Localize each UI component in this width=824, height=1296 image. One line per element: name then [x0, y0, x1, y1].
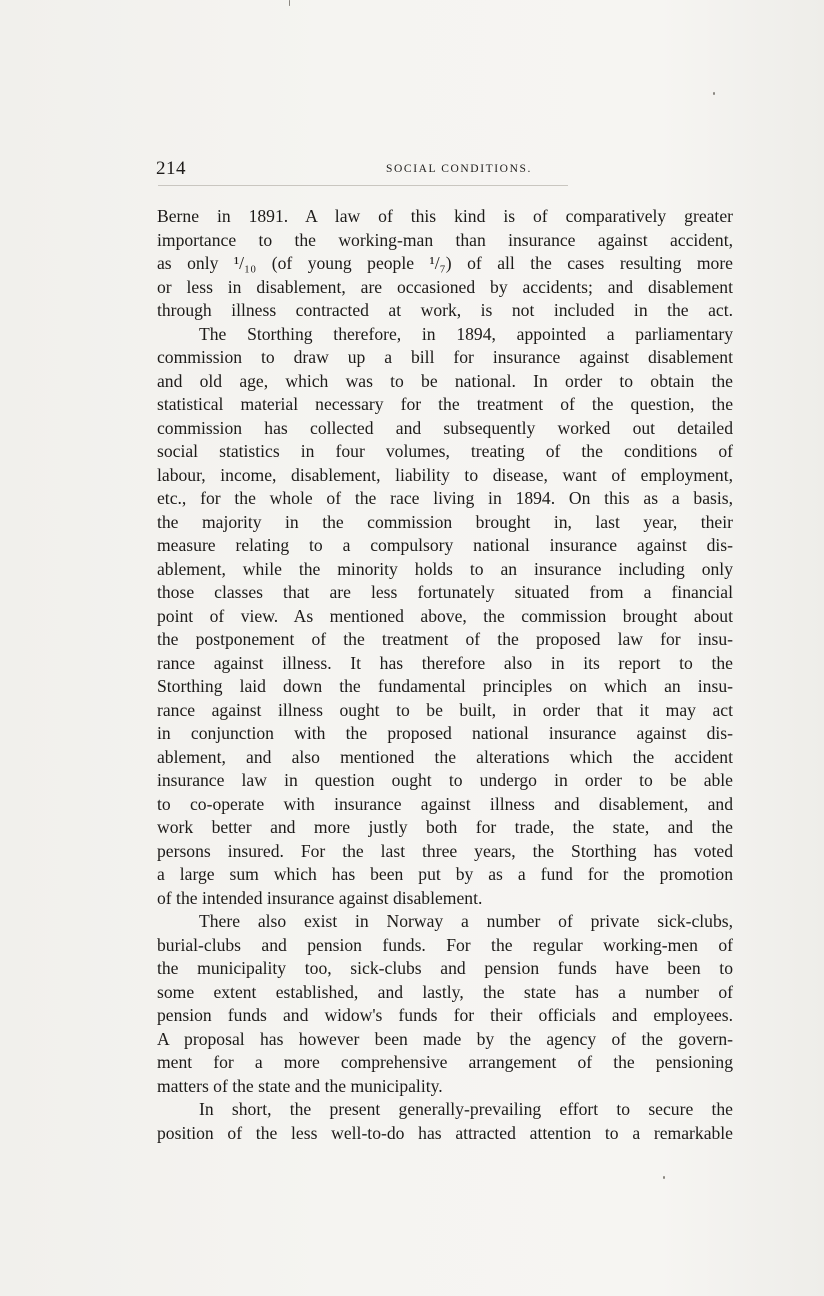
text-line: labour, income, disablement, liability to disease, want of employment,	[157, 464, 733, 485]
text-line: Berne in 1891. A law of this kind is of comparatively greater	[157, 206, 733, 226]
text-line: the municipality too, sick-clubs and pension funds have been to	[157, 958, 733, 978]
text-line: some extent established, and lastly, the state has a number of	[157, 981, 733, 1002]
text-line: A proposal has however been made by the agency of the govern-	[157, 1028, 733, 1049]
body-text	[157, 205, 733, 1145]
paper-speck	[713, 92, 715, 95]
header-rule	[158, 185, 568, 186]
text-line: as only ¹/₁₀ (of young people ¹/₇) of all the cases resulting more	[157, 253, 733, 273]
text-line: rance against illness. It has therefore also in its report to the	[157, 652, 733, 673]
text-line: There also exist in Norway a number of private sick-clubs,	[199, 911, 733, 931]
running-head: SOCIAL CONDITIONS.	[386, 163, 532, 175]
text-line: in conjunction with the proposed national insurance against dis-	[157, 723, 733, 743]
text-line: rance against illness ought to be built, in order that it may act	[157, 699, 733, 720]
text-line: commission to draw up a bill for insurance against disablement	[157, 347, 733, 367]
text-line: those classes that are less fortunately situated from a financial	[157, 582, 733, 602]
text-line: of the intended insurance against disablement.	[157, 887, 483, 908]
text-line: ablement, and also mentioned the alterations which the accident	[157, 746, 733, 767]
text-line: statistical material necessary for the treatment of the question, the	[157, 394, 733, 414]
text-line: persons insured. For the last three years, the Storthing has voted	[157, 840, 733, 861]
text-line: Storthing laid down the fundamental principles on which an insu-	[157, 676, 733, 696]
text-line: matters of the state and the municipality.	[157, 1075, 443, 1096]
text-line: insurance law in question ought to undergo in order to be able	[157, 770, 733, 790]
paper-speck	[289, 0, 290, 6]
text-line: the postponement of the treatment of the proposed law for insu-	[157, 629, 733, 649]
text-line: burial-clubs and pension funds. For the regular working-men of	[157, 934, 733, 955]
text-line: ablement, while the minority holds to an insurance including only	[157, 558, 733, 579]
text-line: through illness contracted at work, is not included in the act.	[157, 300, 733, 320]
text-line: commission has collected and subsequently worked out detailed	[157, 417, 733, 438]
text-line: position of the less well-to-do has attracted attention to a remarkable	[157, 1122, 733, 1143]
page-header	[156, 158, 732, 188]
text-line: to co-operate with insurance against illness and disablement, and	[157, 793, 733, 814]
text-line: a large sum which has been put by as a fund for the promotion	[157, 864, 733, 884]
paper-speck	[663, 1176, 665, 1179]
page-number: 214	[156, 158, 186, 179]
text-line: work better and more justly both for trade, the state, and the	[157, 817, 733, 837]
text-line: social statistics in four volumes, treating of the conditions of	[157, 441, 733, 461]
text-line: and old age, which was to be national. In order to obtain the	[157, 370, 733, 391]
text-line: importance to the working-man than insurance against accident,	[157, 229, 733, 250]
text-line: point of view. As mentioned above, the commission brought about	[157, 605, 733, 626]
text-line: The Storthing therefore, in 1894, appointed a parliamentary	[199, 323, 733, 344]
text-line: or less in disablement, are occasioned by accidents; and disablement	[157, 276, 733, 297]
text-line: pension funds and widow's funds for their officials and employees.	[157, 1005, 733, 1025]
text-line: measure relating to a compulsory national insurance against dis-	[157, 535, 733, 555]
text-line: the majority in the commission brought in, last year, their	[157, 511, 733, 532]
text-line: ment for a more comprehensive arrangement of the pensioning	[157, 1052, 733, 1072]
text-line: etc., for the whole of the race living in 1894. On this as a basis,	[157, 488, 733, 508]
text-line: In short, the present generally-prevailing effort to secure the	[199, 1099, 733, 1119]
